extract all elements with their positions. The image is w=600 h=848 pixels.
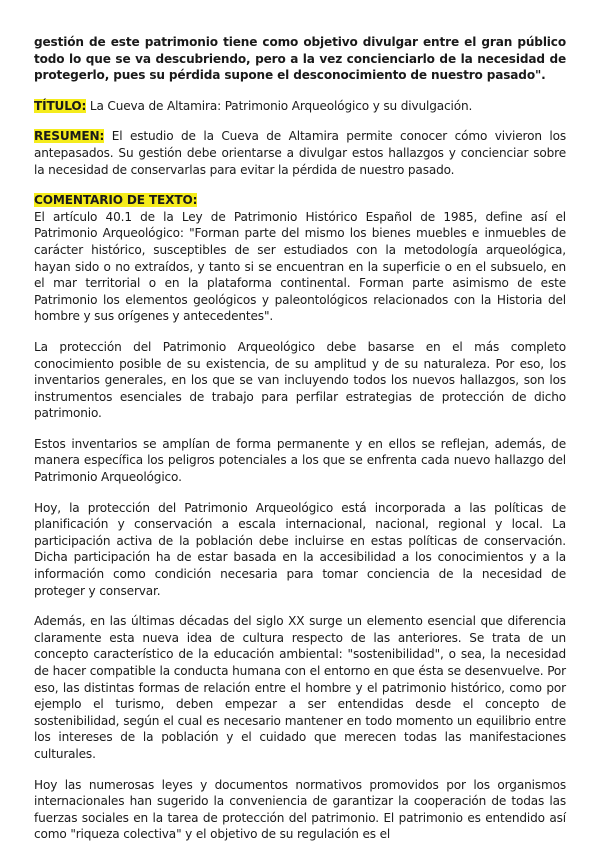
title-section <box>34 98 566 115</box>
summary-text: El estudio de la Cueva de Altamira permite conocer cómo vivieron los antepasados. Su gestión debe orientarse a divulgar estos hallazgos y concienciar sobre la necesidad de conservarlas para evitar la pérdida de nuestro pasado. <box>34 129 566 177</box>
comment-label: COMENTARIO DE TEXTO: <box>34 193 198 208</box>
comment-section <box>34 192 566 325</box>
summary-section <box>34 128 566 178</box>
intro-quote: gestión de este patrimonio tiene como objetivo divulgar entre el gran público todo lo que se va descubriendo, pero a la vez concienciarlo de la necesidad de protegerlo, pues su pérdida supone el desconocimiento de nuestro pasado". <box>34 35 566 83</box>
paragraph-sustainability: Además, en las últimas décadas del siglo XX surge un elemento esencial que diferencia claramente esta nueva idea de cultura respecto de las anteriores. Se trata de un concepto característico de la educación ambiental: "sostenibilidad", o sea, la necesidad de hacer compatible la conducta humana con el entorno en que ésta se desenvuelve. Por eso, las distintas formas de relación entre el hombre y el patrimonio histórico, como por ejemplo el turismo, deben empezar a ser entendidas desde el concepto de sostenibilidad, según el cual es necesario mantener en todo momento un equilibrio entre los intereses de la población y el cuidado que merecen todas las manifestaciones culturales. <box>34 614 566 761</box>
paragraph-protection: La protección del Patrimonio Arqueológico debe basarse en el más completo conocimiento posible de su existencia, de su amplitud y de su naturaleza. Por eso, los inventarios generales, en los que se van incluyendo todos los nuevos hallazgos, son los instrumentos esenciales de trabajo para perfilar estrategias de protección de dicho patrimonio. <box>34 339 566 421</box>
paragraph-policies: Hoy, la protección del Patrimonio Arqueológico está incorporada a las políticas de planificación y conservación a escala internacional, nacional, regional y local. La participación activa de la población debe incluirse en estas políticas de conservación. Dicha participación ha de estar basada en la accesibilidad a los conocimientos y a la información como condición necesaria para tomar conciencia de la necesidad de proteger y conservar. <box>34 500 566 598</box>
paragraph-laws: Hoy las numerosas leyes y documentos normativos promovidos por los organismos internacionales han sugerido la conveniencia de garantizar la cooperación de todas las fuerzas sociales en la tarea de protección del patrimonio. El patrimonio es entendido así como "riqueza colectiva" y el objetivo de su regulación es el <box>34 777 566 842</box>
paragraph-inventories: Estos inventarios se amplían de forma permanente y en ellos se reflejan, además, de manera específica los peligros potenciales a los que se enfrenta cada nuevo hallazgo del Patrimonio Arqueológico. <box>34 436 566 485</box>
title-label: TÍTULO: <box>34 98 87 113</box>
comment-text: El artículo 40.1 de la Ley de Patrimonio Histórico Español de 1985, define así el Patrimonio Arqueológico: "Forman parte del mismo los bienes muebles e inmuebles de carácter histórico, susceptibles de ser estudiados con la metodología arqueológica, hayan sido o no extraídos, y tanto si se encuentran en la superficie o en el subsuelo, en el mar territorial o en la plataforma continental. Forman parte asimismo de este Patrimonio los elementos geológicos y paleontológicos relacionados con la Historia del hombre y sus orígenes y antecedentes". <box>34 209 566 324</box>
title-text: La Cueva de Altamira: Patrimonio Arqueológico y su divulgación. <box>86 98 473 113</box>
summary-label: RESUMEN: <box>34 129 105 144</box>
